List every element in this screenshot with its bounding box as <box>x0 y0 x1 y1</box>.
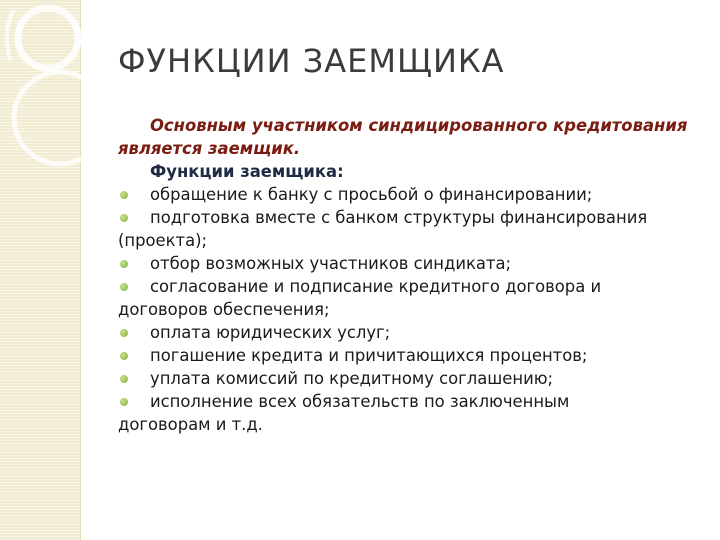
list-item-text: погашение кредита и причитающихся процентов; <box>150 346 588 365</box>
slide-title: ФУНКЦИИ ЗАЕМЩИКА <box>118 42 505 80</box>
green-dot-icon <box>120 260 128 268</box>
list-item-continuation: (проекта); <box>118 231 208 250</box>
list-item-text: согласование и подписание кредитного договора и <box>150 277 602 296</box>
list-item <box>118 344 703 367</box>
list-item <box>118 275 703 321</box>
list-item <box>118 183 703 206</box>
list-item-text: отбор возможных участников синдиката; <box>150 254 512 273</box>
green-dot-icon <box>120 191 128 199</box>
slide-body <box>118 114 703 436</box>
green-dot-icon <box>120 283 128 291</box>
green-dot-icon <box>120 214 128 222</box>
list-item <box>118 252 703 275</box>
list-item <box>118 367 703 390</box>
list-item-text: оплата юридических услуг; <box>150 323 391 342</box>
list-item-continuation: договорам и т.д. <box>118 415 263 434</box>
list-item-text: обращение к банку с просьбой о финансировании; <box>150 185 593 204</box>
list-item <box>118 390 703 436</box>
green-dot-icon <box>120 329 128 337</box>
list-item-continuation: договоров обеспечения; <box>118 300 330 319</box>
list-item-text: исполнение всех обязательств по заключенным <box>150 392 570 411</box>
functions-subheading: Функции заемщика: <box>150 162 344 181</box>
list-item-text: подготовка вместе с банком структуры финансирования <box>150 208 648 227</box>
green-dot-icon <box>120 352 128 360</box>
green-dot-icon <box>120 398 128 406</box>
list-item <box>118 206 703 252</box>
functions-list <box>118 183 703 436</box>
ring-ornament-icon <box>0 0 120 200</box>
list-item-text: уплата комиссий по кредитному соглашению; <box>150 369 554 388</box>
intro-text: Основным участником синдицированного кредитования является заемщик. <box>118 116 688 158</box>
list-item <box>118 321 703 344</box>
green-dot-icon <box>120 375 128 383</box>
